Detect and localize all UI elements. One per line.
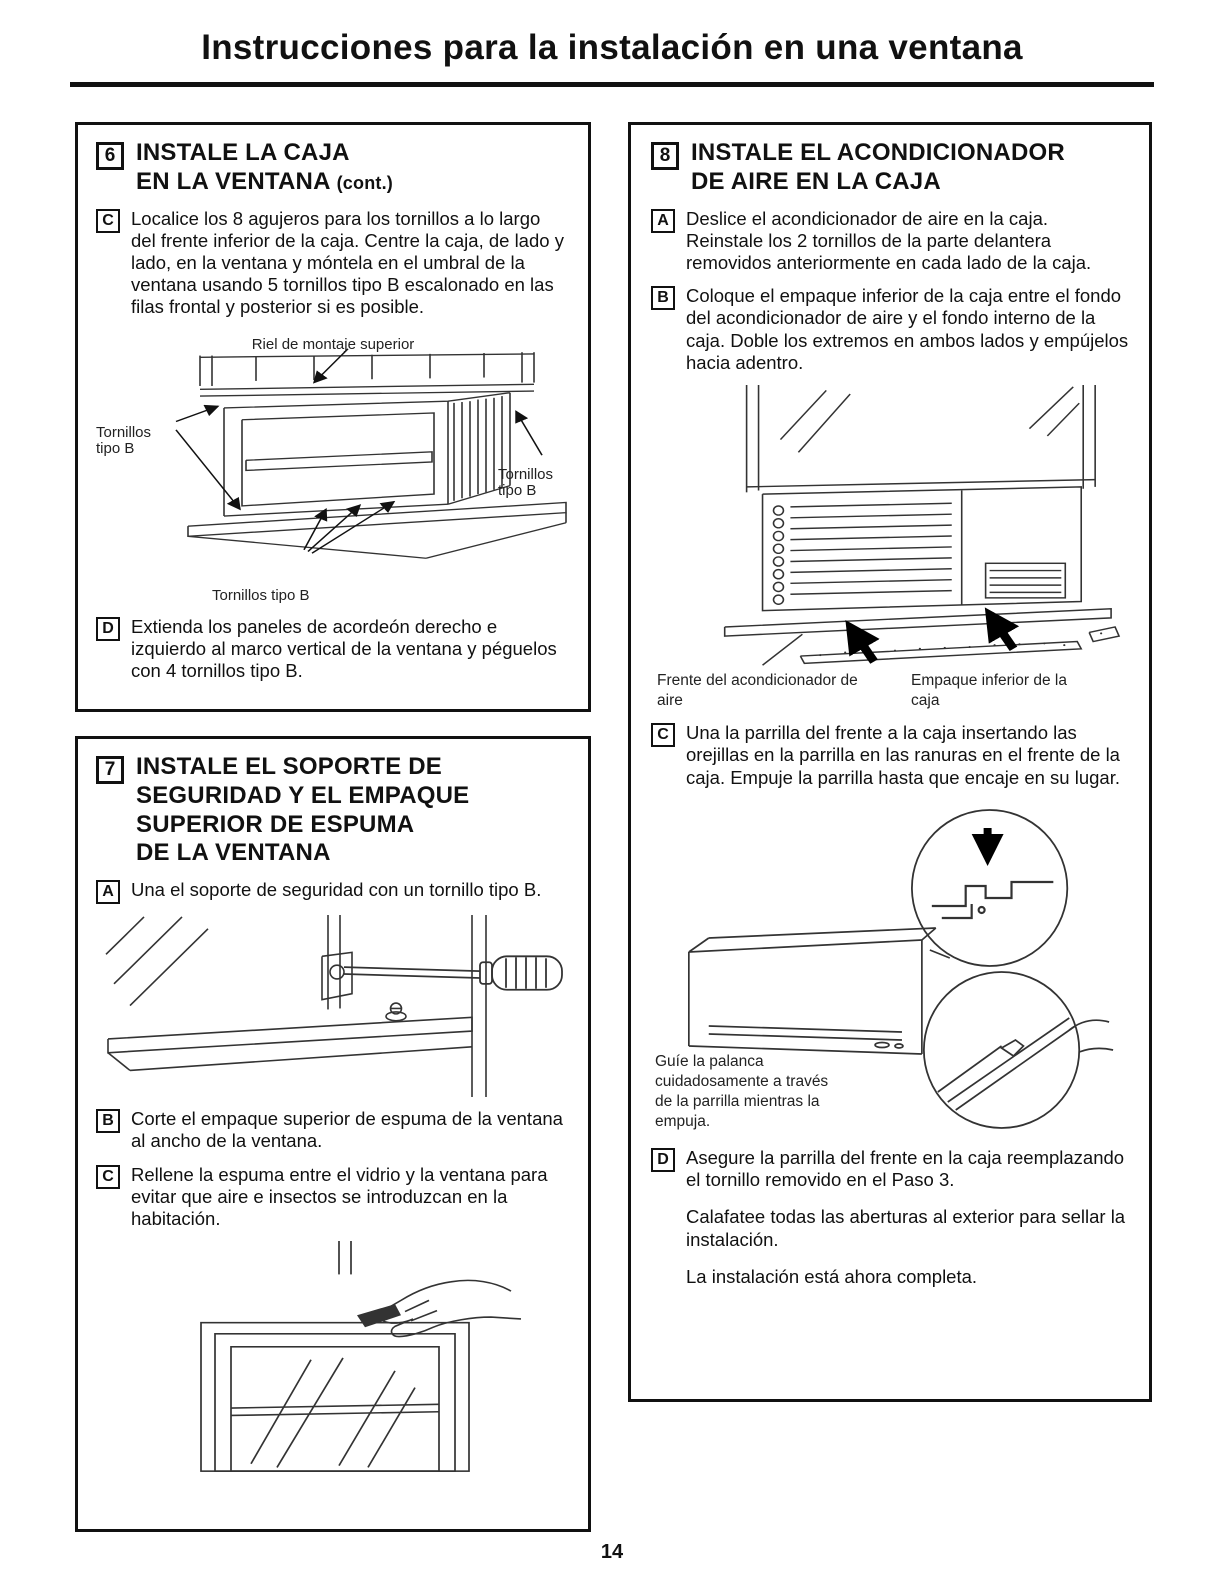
step-8a-letter-badge: A [651, 209, 675, 233]
step-7a-text: Una el soporte de seguridad con un tornillo tipo B. [131, 879, 542, 901]
step-6c-letter-badge: C [96, 209, 120, 233]
section-8-grille-diagram [651, 800, 1129, 1136]
step-8c-text: Una la parrilla del frente a la caja insertando las orejillas en la parrilla en las ranuras en el frente de la caja. Empuje la parrilla hasta que encaje en su lugar. [686, 722, 1120, 788]
section-7-title-line4: DE LA VENTANA [136, 839, 331, 867]
security-bracket-screwdriver-illustration [96, 915, 570, 1097]
step-6c-text: Localice los 8 agujeros para los tornillos a lo largo del frente inferior de la caja. Centre la caja, de lado y lado, en la ventana y móntela en el umbral de la ventana usando 5 tornillos tipo B escalonado en las filas frontal y posterior si es posible. [131, 207, 564, 318]
section-7-title [136, 753, 469, 868]
section-7-title-line3: SUPERIOR DE ESPUMA [136, 810, 415, 838]
step-6d [96, 616, 570, 683]
section-6-title-line1: INSTALE LA CAJA [136, 139, 350, 166]
step-6d-letter-badge: D [96, 617, 120, 641]
latch-profile [932, 882, 1053, 918]
step-6c [96, 208, 570, 319]
hand-icon [381, 1281, 522, 1337]
section-6-title-cont: (cont.) [336, 172, 393, 193]
step-8b-letter-badge: B [651, 286, 675, 310]
label-ac-front: Frente del acondicionador de aire [657, 671, 858, 710]
section-6-title-line2 [136, 168, 393, 197]
rail-zoom-detail [938, 1018, 1113, 1110]
section-8-title-line1: INSTALE EL ACONDICIONADOR [691, 139, 1065, 166]
step-8d-letter-badge: D [651, 1148, 675, 1172]
label-type-b-screws-left: Tornillos tipo B [96, 423, 152, 458]
page-number: 14 [600, 1541, 624, 1563]
section-6-diagram [96, 337, 570, 605]
section-8-box [628, 122, 1152, 1402]
section-8-number-badge: 8 [651, 142, 679, 170]
step-8a [651, 208, 1129, 275]
leader-arrows [176, 348, 542, 552]
label-type-b-screws-bottom: Tornillos tipo B [212, 586, 310, 604]
step-8b-text: Coloque el empaque inferior de la caja entre el fondo del acondicionador de aire y el fondo interno de la caja. Doble los extremos en ambos lados y empújelos hacia adentro. [686, 285, 1129, 373]
section-7-header [96, 753, 570, 868]
closing-paragraph-caulk: Calafatee todas las aberturas al exterior para sellar la instalación. [686, 1206, 1126, 1250]
step-7c-text: Rellene la espuma entre el vidrio y la ventana para evitar que aire e insectos se introduzcan en la habitación. [131, 1163, 548, 1229]
step-7b-letter-badge: B [96, 1109, 120, 1133]
section-8-title [691, 139, 1065, 197]
label-bottom-gasket: Empaque inferior de la caja [911, 671, 1067, 710]
step-8a-text: Deslice el acondicionador de aire en la caja. Reinstale los 2 tornillos de la parte delantera removidos anteriormente en cada lado de la caja. [686, 207, 1092, 273]
screwdriver-icon [344, 957, 562, 990]
section-7-number-badge: 7 [96, 756, 124, 784]
section-6-header [96, 139, 570, 197]
page-title: Instrucciones para la instalación en una ventana [70, 28, 1154, 87]
section-6-title-line2-text: EN LA VENTANA [136, 167, 330, 195]
label-guide-lever: Guíe la palanca cuidadosamente a través de la parrilla mientras la empuja. [655, 1052, 829, 1131]
step-8c [651, 722, 1129, 789]
step-7c-letter-badge: C [96, 1165, 120, 1189]
section-7-title-line1: INSTALE EL SOPORTE DE [136, 753, 443, 780]
window-foam-hand-illustration [143, 1241, 523, 1473]
section-8-title-line2: DE AIRE EN LA CAJA [691, 167, 941, 195]
section-6-title [136, 139, 393, 197]
step-7b-text: Corte el empaque superior de espuma de la ventana al ancho de la ventana. [131, 1108, 563, 1152]
section-8-header [651, 139, 1129, 197]
label-type-b-screws-right: Tornillos tipo B [498, 465, 554, 500]
step-7c [96, 1164, 570, 1231]
ac-cabinet-outline [689, 928, 950, 1054]
step-8d [651, 1147, 1129, 1191]
step-8d-text: Asegure la parrilla del frente en la caja reemplazando el tornillo removido en el Paso 3. [686, 1146, 1125, 1190]
step-7a-letter-badge: A [96, 880, 120, 904]
step-8b [651, 285, 1129, 374]
section-6-number-badge: 6 [96, 142, 124, 170]
step-8c-letter-badge: C [651, 723, 675, 747]
step-6d-text: Extienda los paneles de acordeón derecho e izquierdo al marco vertical de la ventana y péguelos con 4 tornillos tipo B. [131, 615, 557, 681]
section-7-foam-diagram [143, 1241, 523, 1473]
step-7b [96, 1108, 570, 1152]
section-8-gasket-labels [651, 671, 1129, 711]
section-6-box [75, 122, 591, 712]
ac-in-case-illustration [651, 385, 1133, 667]
section-7-title-line2: SEGURIDAD Y EL EMPAQUE [136, 781, 470, 809]
closing-paragraph-complete: La instalación está ahora completa. [686, 1266, 978, 1288]
section-8-gasket-diagram [651, 385, 1129, 711]
section-7-bracket-diagram [96, 915, 570, 1097]
label-top-mounting-rail: Riel de montaje superior [251, 335, 415, 353]
push-in-arrows [850, 614, 1013, 661]
step-7a [96, 879, 570, 904]
section-7-box [75, 736, 591, 1532]
